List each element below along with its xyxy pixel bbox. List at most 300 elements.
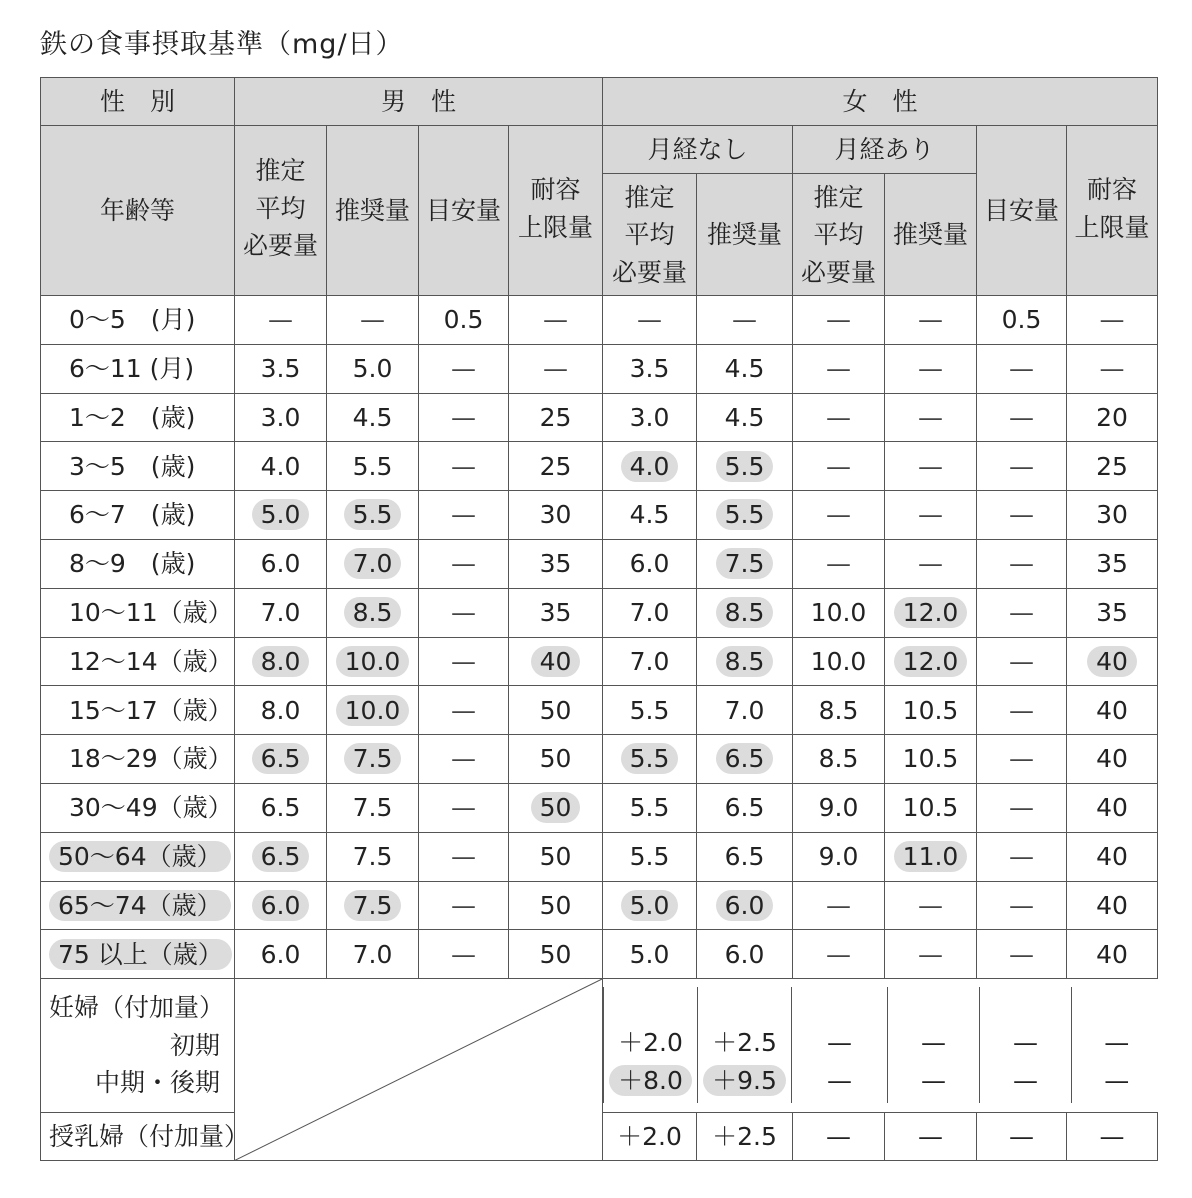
male-rda-value: 5.5 (344, 499, 402, 530)
no-menses-rda-cell (697, 393, 793, 442)
lactating-value: — (1099, 1121, 1125, 1151)
menses-header: 月経あり (793, 126, 977, 174)
female-ai-value: — (1009, 793, 1035, 823)
male-ear-cell (235, 930, 327, 979)
age-cell (41, 491, 235, 540)
pregnant-mid-value: — (1104, 1065, 1130, 1095)
age-cell (41, 783, 235, 832)
no-menses-ear-cell (603, 930, 697, 979)
menses-ear-cell (793, 783, 885, 832)
female-ul-value: 40 (1096, 842, 1128, 872)
menses-ear-value: — (826, 890, 852, 920)
no-menses-ear-cell (603, 686, 697, 735)
male-ai-cell (419, 637, 509, 686)
pregnant-subtable (603, 987, 1162, 1103)
lactating-no-menses-ear-cell (603, 1112, 697, 1161)
male-rda-value: — (360, 305, 385, 335)
male-ai-cell (419, 783, 509, 832)
menses-ear-value: — (826, 305, 852, 335)
female-ai-cell (977, 442, 1067, 491)
table-row (41, 735, 1158, 784)
female-ul-value: 35 (1096, 549, 1128, 579)
no-menses-ear-value: 3.5 (629, 354, 670, 384)
menses-rda-value: 12.0 (894, 646, 968, 677)
pregnant-values (603, 979, 1158, 1113)
male-ear-value: 6.5 (260, 793, 301, 823)
menses-ear-value: — (826, 354, 852, 384)
female-ul-cell (1067, 686, 1158, 735)
table-row (41, 881, 1158, 930)
no-menses-ear-cell (603, 491, 697, 540)
female-ai-cell (977, 735, 1067, 784)
lactating-menses-rda-cell (885, 1112, 977, 1161)
male-ul-cell (509, 296, 603, 345)
no-menses-rda-value: 6.0 (724, 939, 765, 969)
female-ul-cell (1067, 735, 1158, 784)
male-ai-value: — (451, 939, 476, 969)
male-ai-value: — (451, 598, 476, 628)
female-ul-value: 35 (1096, 598, 1128, 628)
male-ai-value: — (451, 744, 476, 774)
male-ul-value: — (543, 354, 568, 384)
age-cell (41, 686, 235, 735)
menses-rda-value: 10.5 (902, 793, 959, 823)
menses-ear-value: — (826, 500, 852, 530)
table-row (41, 491, 1158, 540)
male-ai-cell (419, 588, 509, 637)
no-menses-ear-value: 4.0 (621, 451, 679, 482)
female-ai-value: — (1009, 500, 1035, 530)
female-ai-value: — (1009, 402, 1035, 432)
menses-ear-cell (793, 393, 885, 442)
menses-rda-value: — (918, 451, 944, 481)
lactating-female-ai-cell (977, 1112, 1067, 1161)
menses-rda-cell (885, 783, 977, 832)
no-menses-rda-value: 4.5 (724, 402, 765, 432)
no-menses-ear-cell (603, 637, 697, 686)
male-ul-value: 50 (539, 890, 572, 920)
age-label: 3～5 (歳) (69, 451, 196, 481)
menses-rda-cell (885, 442, 977, 491)
pregnant-mid-value: — (921, 1065, 947, 1095)
female-ul-value: 40 (1096, 744, 1128, 774)
male-ai-value: — (451, 451, 476, 481)
male-ear-cell (235, 881, 327, 930)
no-menses-rda-cell (697, 344, 793, 393)
pregnant-menses-rda-cell (888, 987, 980, 1103)
female-ai-value: — (1009, 695, 1035, 725)
no-menses-rda-value: — (732, 305, 758, 335)
female-ul-value: 20 (1096, 402, 1128, 432)
no-menses-rda-cell (697, 735, 793, 784)
menses-rda-cell (885, 881, 977, 930)
male-ul-cell (509, 344, 603, 393)
female-ai-value: — (1009, 890, 1035, 920)
pregnant-early-value: — (1013, 1028, 1039, 1058)
female-ul-cell (1067, 588, 1158, 637)
male-ear-value: 3.5 (260, 354, 301, 384)
male-ul-cell (509, 539, 603, 588)
male-ear-cell (235, 344, 327, 393)
no-menses-rda-cell (697, 588, 793, 637)
male-rda-cell (327, 491, 419, 540)
female-ai-value: 0.5 (1001, 305, 1042, 335)
diagonal-line (235, 979, 602, 1160)
male-ul-value: — (543, 305, 568, 335)
menses-rda-cell (885, 539, 977, 588)
lactating-no-menses-rda-cell (697, 1112, 793, 1161)
female-ai-cell (977, 588, 1067, 637)
male-ai-cell (419, 881, 509, 930)
menses-rda-cell (885, 296, 977, 345)
pregnant-early-value: — (1104, 1028, 1130, 1058)
no-menses-ear-value: 7.0 (629, 646, 670, 676)
iron-intake-table (40, 77, 1158, 1161)
pregnant-early-value: — (921, 1028, 947, 1058)
menses-ear-value: 8.5 (818, 744, 859, 774)
no-menses-rda-value: 6.0 (716, 890, 774, 921)
female-ai-cell (977, 344, 1067, 393)
male-ul-cell (509, 881, 603, 930)
male-rda-value: 8.5 (344, 597, 402, 628)
male-rda-cell (327, 881, 419, 930)
no-menses-rda-cell (697, 930, 793, 979)
female-ul-cell (1067, 344, 1158, 393)
menses-ear-value: — (826, 939, 852, 969)
sex-header: 性 別 (41, 78, 235, 126)
menses-ear-value: — (826, 451, 852, 481)
male-rda-header: 推奨量 (327, 126, 419, 296)
female-ai-value: — (1009, 549, 1035, 579)
menses-rda-cell (885, 393, 977, 442)
male-ear-cell (235, 491, 327, 540)
no-menses-ear-value: 5.5 (629, 842, 670, 872)
male-ul-value: 25 (539, 451, 572, 481)
not-applicable-diagonal (235, 979, 603, 1161)
female-ul-cell (1067, 442, 1158, 491)
male-ai-cell (419, 296, 509, 345)
pregnant-mid-value: — (827, 1065, 853, 1095)
menses-rda-cell (885, 491, 977, 540)
pregnant-early-value: — (827, 1028, 853, 1058)
menses-ear-cell (793, 296, 885, 345)
menses-ear-cell (793, 930, 885, 979)
male-rda-value: 5.5 (352, 451, 393, 481)
pregnant-menses-ear-cell (792, 987, 888, 1103)
female-ai-value: — (1009, 646, 1035, 676)
male-rda-value: 7.0 (344, 548, 402, 579)
female-ai-cell (977, 881, 1067, 930)
age-cell (41, 588, 235, 637)
male-ai-cell (419, 539, 509, 588)
female-ul-cell (1067, 491, 1158, 540)
female-ai-value: — (1009, 842, 1035, 872)
no-menses-rda-value: 7.0 (724, 695, 765, 725)
age-label: 15～17（歳） (69, 695, 233, 725)
no-menses-rda-cell (697, 637, 793, 686)
pregnant-row (604, 987, 1162, 1103)
male-ai-value: — (451, 549, 476, 579)
male-ul-cell (509, 832, 603, 881)
female-ai-value: — (1009, 939, 1035, 969)
no-menses-ear-cell (603, 735, 697, 784)
male-ul-value: 35 (539, 549, 572, 579)
no-menses-ear-value: 5.5 (621, 743, 679, 774)
female-ai-cell (977, 783, 1067, 832)
male-ai-value: — (451, 402, 476, 432)
male-ear-value: 6.5 (252, 743, 310, 774)
pregnant-label-cell (41, 979, 235, 1113)
age-cell (41, 539, 235, 588)
no-menses-rda-cell (697, 442, 793, 491)
male-ul-cell (509, 637, 603, 686)
menses-rda-cell (885, 588, 977, 637)
age-label: 75 以上（歳） (49, 939, 232, 970)
age-label: 1～2 (歳) (69, 402, 196, 432)
age-cell (41, 832, 235, 881)
table-row (41, 344, 1158, 393)
age-cell (41, 930, 235, 979)
female-ai-value: — (1009, 354, 1035, 384)
age-label: 30～49（歳） (69, 793, 233, 823)
age-label: 10～11（歳） (69, 598, 233, 628)
male-ear-value: 6.5 (252, 841, 310, 872)
pregnant-mid-label: 中期・後期 (94, 1068, 220, 1098)
table-row (41, 832, 1158, 881)
female-ul-value: 40 (1096, 793, 1128, 823)
male-ear-header: 推定 平均 必要量 (235, 126, 327, 296)
no-menses-ear-cell (603, 393, 697, 442)
menses-rda-value: — (918, 402, 944, 432)
menses-rda-value: — (918, 354, 944, 384)
no-menses-header: 月経なし (603, 126, 793, 174)
no-menses-ear-value: 5.5 (629, 793, 670, 823)
menses-rda-cell (885, 832, 977, 881)
male-ear-cell (235, 393, 327, 442)
no-menses-ear-value: 5.0 (629, 939, 670, 969)
age-header: 年齢等 (41, 126, 235, 296)
male-ai-cell (419, 344, 509, 393)
menses-rda-cell (885, 344, 977, 393)
menses-ear-cell (793, 686, 885, 735)
male-ul-value: 50 (539, 744, 572, 774)
age-cell (41, 344, 235, 393)
male-rda-value: 10.0 (336, 695, 410, 726)
male-ai-value: — (451, 793, 476, 823)
male-rda-value: 7.5 (352, 793, 393, 823)
male-ul-cell (509, 930, 603, 979)
male-ul-cell (509, 491, 603, 540)
pregnant-early-value: ＋2.0 (618, 1028, 683, 1058)
no-menses-rda-value: 7.5 (716, 548, 774, 579)
male-ul-value: 50 (539, 695, 572, 725)
menses-rda-value: — (918, 500, 944, 530)
female-ai-cell (977, 686, 1067, 735)
male-ul-value: 50 (539, 939, 572, 969)
menses-rda-value: 12.0 (894, 597, 968, 628)
menses-rda-value: 10.5 (902, 744, 959, 774)
female-ul-cell (1067, 881, 1158, 930)
female-ai-cell (977, 296, 1067, 345)
pregnant-early-label: 初期 (169, 1030, 220, 1060)
male-ear-value: 6.0 (252, 890, 310, 921)
lactating-value: — (826, 1121, 852, 1151)
no-menses-rda-value: 6.5 (716, 743, 774, 774)
menses-rda-cell (885, 735, 977, 784)
no-menses-rda-cell (697, 686, 793, 735)
menses-rda-value: — (918, 305, 944, 335)
age-label: 8～9 (歳) (69, 549, 196, 579)
menses-ear-header: 推定 平均 必要量 (793, 174, 885, 296)
lactating-value: ＋2.5 (712, 1121, 777, 1151)
male-ul-value: 30 (539, 500, 572, 530)
no-menses-ear-value: 5.5 (629, 695, 670, 725)
lactating-female-ul-cell (1067, 1112, 1158, 1161)
male-ear-value: 8.0 (260, 695, 301, 725)
male-ul-cell (509, 393, 603, 442)
female-ai-cell (977, 832, 1067, 881)
male-rda-cell (327, 393, 419, 442)
female-ai-cell (977, 491, 1067, 540)
female-ai-cell (977, 539, 1067, 588)
male-rda-cell (327, 832, 419, 881)
male-ul-value: 50 (531, 792, 581, 823)
menses-ear-value: — (826, 549, 852, 579)
female-ul-value: 30 (1096, 500, 1128, 530)
male-ai-cell (419, 442, 509, 491)
no-menses-ear-header: 推定 平均 必要量 (603, 174, 697, 296)
no-menses-rda-cell (697, 881, 793, 930)
male-ul-cell (509, 442, 603, 491)
no-menses-rda-value: 5.5 (716, 451, 774, 482)
female-ai-value: — (1009, 598, 1035, 628)
male-ear-cell (235, 442, 327, 491)
female-ul-value: 40 (1096, 695, 1128, 725)
no-menses-rda-cell (697, 296, 793, 345)
male-ai-cell (419, 735, 509, 784)
female-ul-cell (1067, 393, 1158, 442)
no-menses-ear-cell (603, 442, 697, 491)
male-rda-value: 10.0 (336, 646, 410, 677)
no-menses-ear-cell (603, 539, 697, 588)
female-ul-value: 25 (1096, 451, 1128, 481)
no-menses-ear-value: 3.0 (629, 402, 670, 432)
male-ai-value: — (451, 354, 476, 384)
age-cell (41, 393, 235, 442)
table-row (41, 637, 1158, 686)
pregnant-early-value: ＋2.5 (712, 1028, 777, 1058)
pregnant-mid-value: — (1013, 1065, 1039, 1095)
table-row (41, 442, 1158, 491)
no-menses-ear-value: 4.5 (629, 500, 670, 530)
male-header: 男 性 (235, 78, 603, 126)
male-ai-cell (419, 491, 509, 540)
male-ear-cell (235, 832, 327, 881)
age-label: 0～5 (月) (69, 305, 196, 335)
male-rda-cell (327, 637, 419, 686)
no-menses-rda-value: 8.5 (716, 597, 774, 628)
female-ai-cell (977, 393, 1067, 442)
female-header: 女 性 (603, 78, 1158, 126)
male-ul-value: 40 (531, 646, 581, 677)
male-rda-value: 7.5 (344, 890, 402, 921)
age-label: 18～29（歳） (69, 744, 233, 774)
no-menses-rda-value: 8.5 (716, 646, 774, 677)
no-menses-ear-cell (603, 881, 697, 930)
male-ai-value: 0.5 (443, 305, 484, 335)
lactating-value: — (918, 1121, 944, 1151)
menses-rda-value: — (918, 890, 944, 920)
no-menses-rda-cell (697, 539, 793, 588)
no-menses-ear-cell (603, 832, 697, 881)
male-ul-value: 50 (539, 842, 572, 872)
no-menses-ear-cell (603, 296, 697, 345)
female-ul-cell (1067, 296, 1158, 345)
female-ul-header: 耐容 上限量 (1067, 126, 1158, 296)
lactating-value: ＋2.0 (617, 1121, 682, 1151)
table-row (41, 588, 1158, 637)
male-rda-cell (327, 296, 419, 345)
female-ul-cell (1067, 930, 1158, 979)
no-menses-ear-value: 7.0 (629, 598, 670, 628)
menses-ear-cell (793, 588, 885, 637)
male-ul-cell (509, 686, 603, 735)
male-rda-cell (327, 686, 419, 735)
male-rda-cell (327, 735, 419, 784)
menses-ear-cell (793, 832, 885, 881)
no-menses-ear-cell (603, 783, 697, 832)
no-menses-ear-cell (603, 588, 697, 637)
male-ul-header: 耐容 上限量 (509, 126, 603, 296)
menses-ear-value: 9.0 (818, 842, 859, 872)
male-ear-value: 6.0 (260, 939, 301, 969)
table-row (41, 686, 1158, 735)
male-ul-cell (509, 783, 603, 832)
male-ear-value: 7.0 (260, 598, 301, 628)
pregnant-female-ai-cell (980, 987, 1072, 1103)
male-ul-cell (509, 735, 603, 784)
female-ul-cell (1067, 832, 1158, 881)
menses-ear-value: 9.0 (818, 793, 859, 823)
age-cell (41, 296, 235, 345)
table-row (41, 930, 1158, 979)
male-ear-cell (235, 539, 327, 588)
male-rda-cell (327, 588, 419, 637)
menses-rda-cell (885, 930, 977, 979)
pregnant-no-menses-ear-cell (604, 987, 698, 1103)
lactating-value: — (1009, 1121, 1035, 1151)
age-cell (41, 735, 235, 784)
table-row (41, 539, 1158, 588)
male-ear-cell (235, 735, 327, 784)
male-ai-value: — (451, 646, 476, 676)
menses-ear-cell (793, 637, 885, 686)
male-ear-value: — (268, 305, 293, 335)
menses-ear-cell (793, 344, 885, 393)
no-menses-rda-value: 6.5 (724, 842, 765, 872)
no-menses-ear-cell (603, 344, 697, 393)
female-ul-cell (1067, 539, 1158, 588)
male-rda-cell (327, 539, 419, 588)
male-rda-value: 7.5 (352, 842, 393, 872)
female-ai-cell (977, 930, 1067, 979)
menses-rda-header: 推奨量 (885, 174, 977, 296)
female-ul-value: — (1099, 305, 1125, 335)
male-ai-header: 目安量 (419, 126, 509, 296)
female-ul-value: 40 (1087, 646, 1137, 677)
lactating-menses-ear-cell (793, 1112, 885, 1161)
menses-rda-value: — (918, 549, 944, 579)
